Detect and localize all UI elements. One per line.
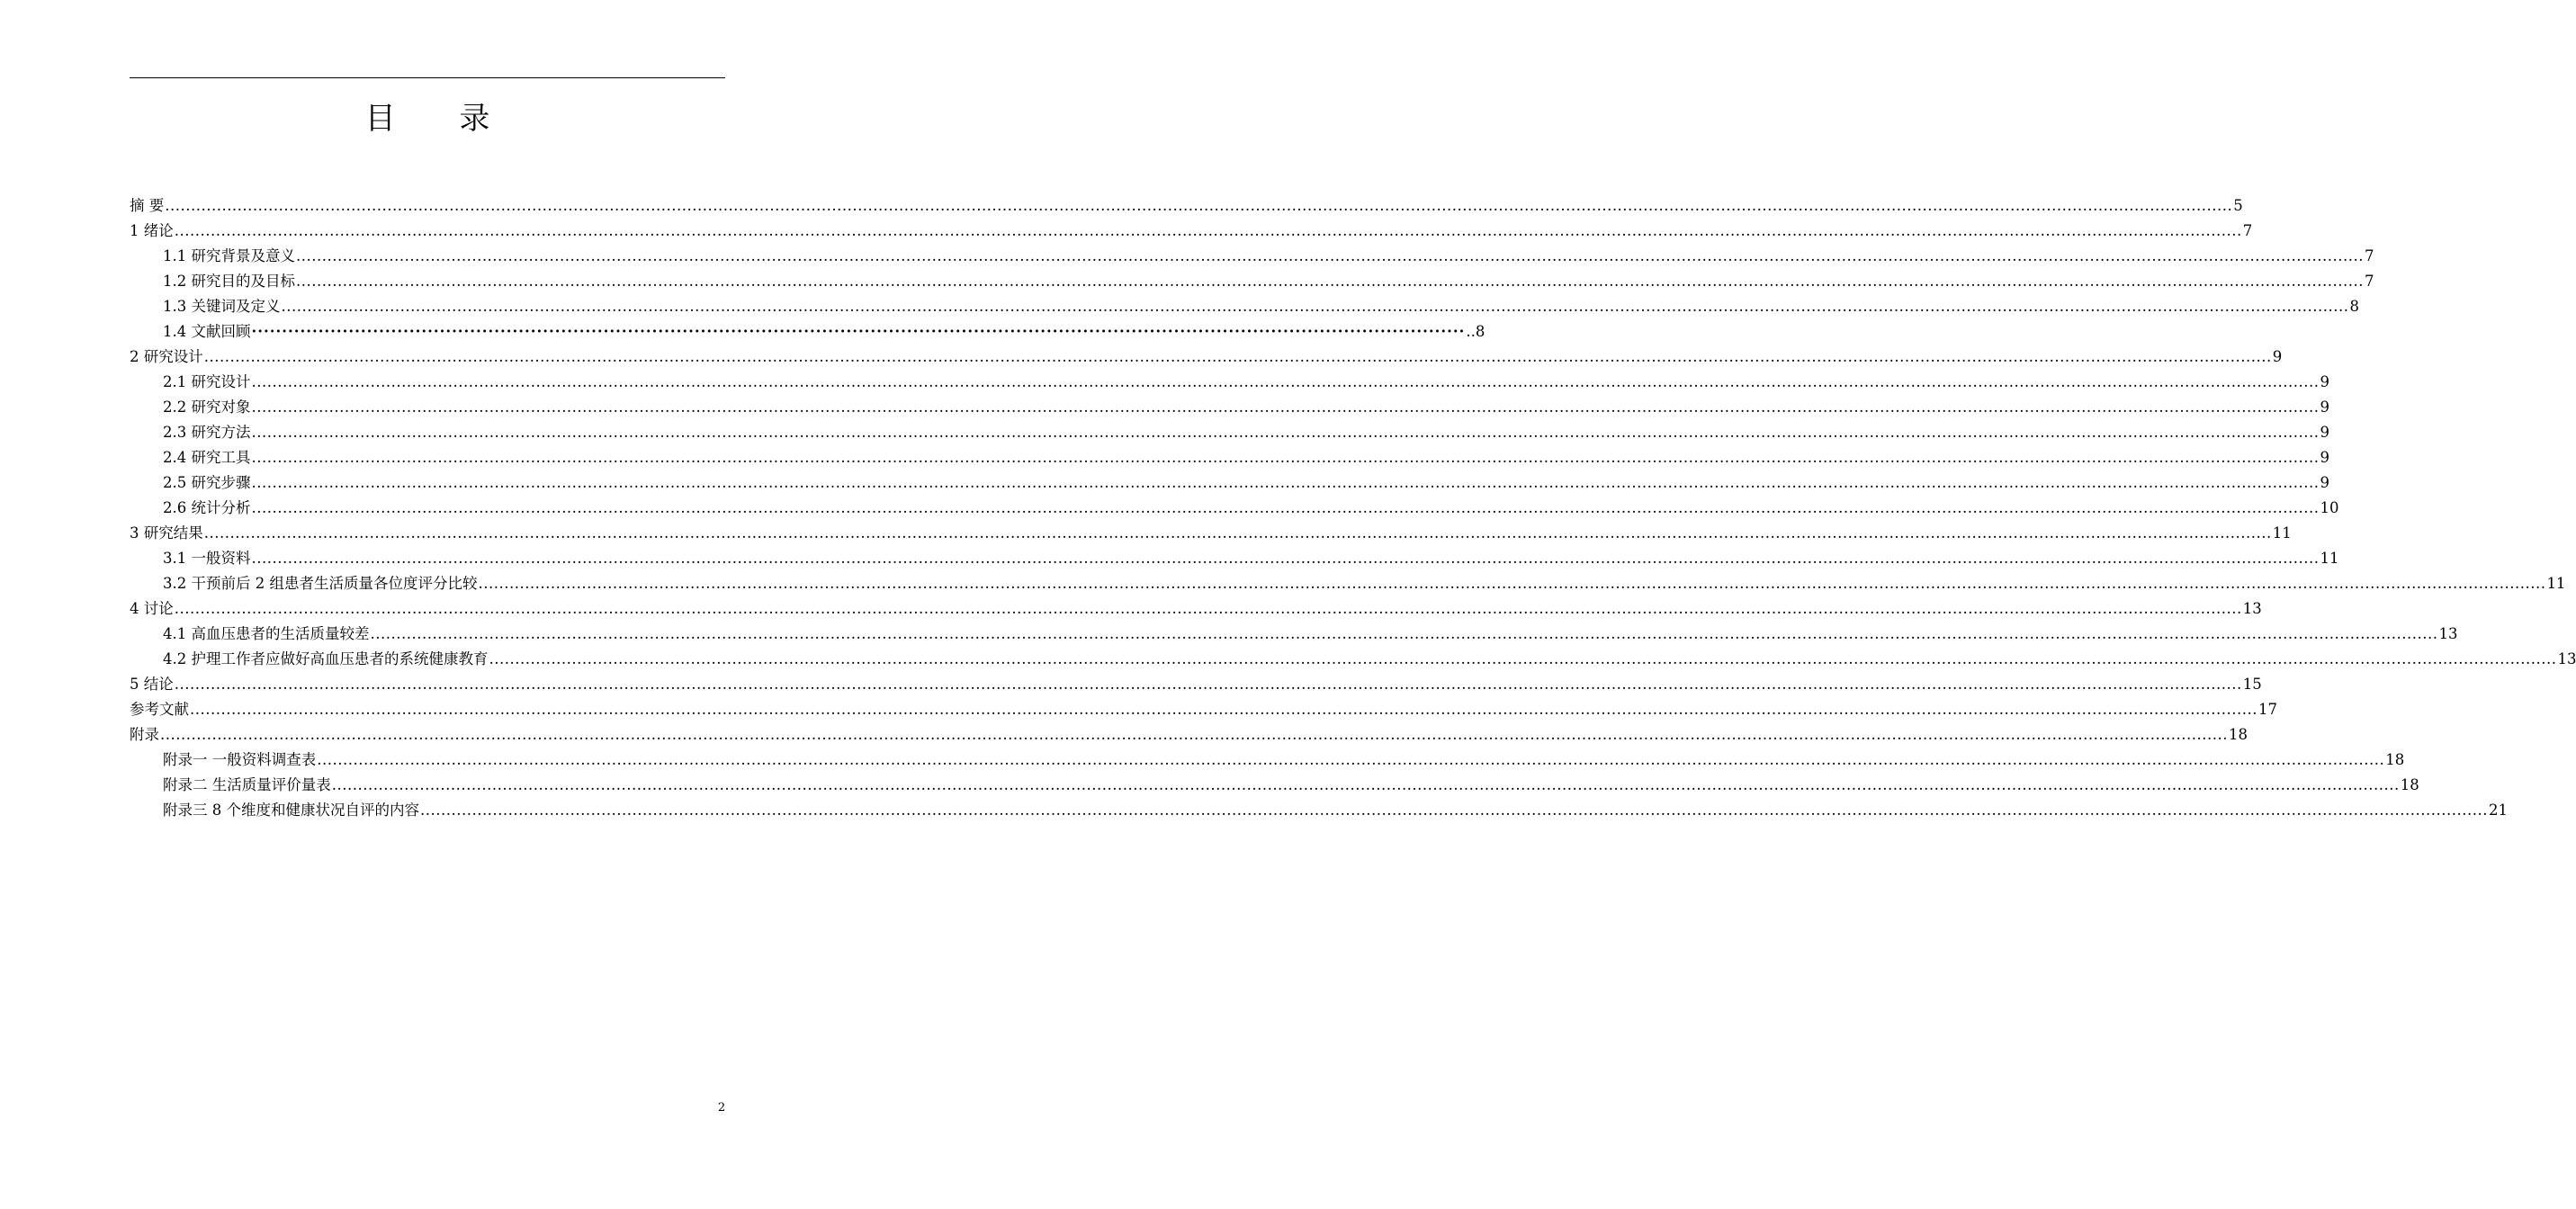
toc-entry-label: 1.1 研究背景及意义 [163, 247, 295, 264]
toc-leader-dots: ................................................................................................................................................................................................................................................................................................................................................................................................................ [296, 247, 2364, 264]
toc-entry[interactable] [130, 269, 2374, 294]
toc-entry-label: 2.5 研究步骤 [163, 474, 251, 491]
toc-entry[interactable] [130, 622, 2458, 647]
toc-entry-page: 17 [2257, 701, 2277, 718]
toc-leader-dots: ········································································································································································································ [251, 323, 1466, 340]
toc-leader-dots: ................................................................................................................................................................................................................................................................................................................................................................................................................ [489, 650, 2557, 667]
toc-entry-label: 2.2 研究对象 [163, 399, 251, 416]
toc-entry-page: 13 [2557, 650, 2576, 667]
toc-entry-page: ..8 [1466, 323, 1485, 340]
toc-entry-page: 15 [2242, 676, 2262, 693]
toc-leader-dots: ................................................................................................................................................................................................................................................................................................................................................................................................................ [174, 676, 2242, 693]
toc-entry-label: 3 研究结果 [130, 524, 203, 542]
toc-entry[interactable] [130, 420, 2329, 445]
toc-entry-label: 2.4 研究工具 [163, 449, 251, 466]
toc-entry-page: 8 [2349, 298, 2359, 315]
toc-leader-dots: ................................................................................................................................................................................................................................................................................................................................................................................................................ [190, 701, 2257, 718]
toc-entry-label: 附录二 生活质量评价量表 [163, 776, 331, 793]
toc-entry-page: 7 [2242, 222, 2253, 239]
toc-entry[interactable] [130, 244, 2374, 269]
toc-entry[interactable] [130, 748, 2405, 773]
toc-entry-page: 7 [2364, 247, 2374, 264]
toc-leader-dots: ................................................................................................................................................................................................................................................................................................................................................................................................................ [251, 449, 2320, 466]
toc-entry-page: 18 [2385, 751, 2405, 768]
toc-entry-page: 18 [2400, 776, 2419, 793]
toc-entry-label: 4 讨论 [130, 600, 174, 617]
toc-entry-page: 11 [2546, 575, 2566, 592]
toc-leader-dots: ................................................................................................................................................................................................................................................................................................................................................................................................................ [160, 726, 2228, 743]
toc-leader-dots: ................................................................................................................................................................................................................................................................................................................................................................................................................ [478, 575, 2546, 592]
toc-entry[interactable] [130, 219, 2253, 244]
toc-leader-dots: ................................................................................................................................................................................................................................................................................................................................................................................................................ [251, 424, 2320, 441]
toc-entry-label: 4.1 高血压患者的生活质量较差 [163, 625, 370, 642]
toc-entry-page: 13 [2438, 625, 2458, 642]
toc-entry[interactable] [130, 697, 2277, 722]
toc-entry[interactable] [130, 596, 2262, 622]
toc-entry[interactable] [130, 647, 2576, 672]
page-number: 2 [717, 1101, 726, 1115]
toc-leader-dots: ................................................................................................................................................................................................................................................................................................................................................................................................................ [251, 399, 2320, 416]
toc-entry-page: 11 [2272, 524, 2292, 542]
toc-entry[interactable] [130, 722, 2248, 748]
toc-entry-page: 5 [2233, 197, 2243, 214]
toc-entry[interactable] [130, 546, 2339, 571]
table-of-contents [130, 193, 2576, 823]
toc-entry[interactable] [130, 319, 1485, 345]
toc-entry[interactable] [130, 496, 2339, 521]
toc-entry[interactable] [130, 395, 2329, 420]
toc-entry-page: 18 [2228, 726, 2248, 743]
toc-leader-dots: ................................................................................................................................................................................................................................................................................................................................................................................................................ [165, 197, 2233, 214]
toc-entry[interactable] [130, 798, 2508, 823]
toc-leader-dots: ................................................................................................................................................................................................................................................................................................................................................................................................................ [251, 499, 2320, 516]
toc-title: 目 录 [364, 101, 517, 137]
toc-entry-page: 9 [2320, 449, 2329, 466]
toc-entry[interactable] [130, 672, 2262, 697]
toc-entry-label: 2.6 统计分析 [163, 499, 251, 516]
toc-leader-dots: ................................................................................................................................................................................................................................................................................................................................................................................................................ [251, 373, 2320, 390]
toc-entry-page: 9 [2320, 424, 2329, 441]
toc-entry-page: 9 [2320, 474, 2329, 491]
toc-entry-label: 4.2 护理工作者应做好高血压患者的系统健康教育 [163, 650, 489, 667]
toc-leader-dots: ................................................................................................................................................................................................................................................................................................................................................................................................................ [317, 751, 2385, 768]
toc-entry[interactable] [130, 445, 2329, 470]
toc-entry[interactable] [130, 470, 2329, 496]
toc-entry-page: 13 [2242, 600, 2262, 617]
toc-entry-label: 1.3 关键词及定义 [163, 298, 281, 315]
toc-entry-page: 9 [2320, 373, 2329, 390]
toc-leader-dots: ................................................................................................................................................................................................................................................................................................................................................................................................................ [174, 222, 2242, 239]
toc-entry-label: 附录 [130, 726, 159, 743]
toc-leader-dots: ................................................................................................................................................................................................................................................................................................................................................................................................................ [370, 625, 2438, 642]
toc-leader-dots: ................................................................................................................................................................................................................................................................................................................................................................................................................ [331, 776, 2400, 793]
toc-entry[interactable] [130, 370, 2329, 395]
toc-entry-page: 11 [2320, 550, 2339, 567]
toc-entry-label: 1.4 文献回顾 [163, 323, 251, 340]
toc-entry-label: 5 结论 [130, 676, 174, 693]
toc-entry-label: 参考文献 [130, 701, 189, 718]
toc-entry-label: 1 绪论 [130, 222, 174, 239]
toc-leader-dots: ................................................................................................................................................................................................................................................................................................................................................................................................................ [281, 298, 2349, 315]
toc-entry-label: 2 研究设计 [130, 348, 203, 365]
toc-leader-dots: ................................................................................................................................................................................................................................................................................................................................................................................................................ [174, 600, 2242, 617]
toc-entry[interactable] [130, 773, 2419, 798]
toc-entry-page: 21 [2488, 802, 2508, 819]
toc-entry-label: 1.2 研究目的及目标 [163, 273, 295, 290]
toc-entry-page: 9 [2320, 399, 2329, 416]
toc-entry-label: 2.1 研究设计 [163, 373, 251, 390]
toc-entry-label: 摘 要 [130, 197, 165, 214]
toc-leader-dots: ................................................................................................................................................................................................................................................................................................................................................................................................................ [251, 550, 2320, 567]
toc-entry-label: 2.3 研究方法 [163, 424, 251, 441]
toc-entry-page: 7 [2364, 273, 2374, 290]
toc-leader-dots: ................................................................................................................................................................................................................................................................................................................................................................................................................ [251, 474, 2320, 491]
toc-leader-dots: ................................................................................................................................................................................................................................................................................................................................................................................................................ [203, 524, 2272, 542]
toc-entry-label: 附录一 一般资料调查表 [163, 751, 317, 768]
toc-entry-label: 3.2 干预前后 2 组患者生活质量各位度评分比较 [163, 575, 478, 592]
toc-entry[interactable] [130, 571, 2566, 596]
toc-leader-dots: ................................................................................................................................................................................................................................................................................................................................................................................................................ [203, 348, 2272, 365]
toc-entry-page: 10 [2320, 499, 2339, 516]
toc-leader-dots: ................................................................................................................................................................................................................................................................................................................................................................................................................ [420, 802, 2488, 819]
header-rule [130, 77, 725, 78]
toc-entry[interactable] [130, 294, 2359, 319]
toc-entry-label: 3.1 一般资料 [163, 550, 251, 567]
toc-leader-dots: ................................................................................................................................................................................................................................................................................................................................................................................................................ [296, 273, 2364, 290]
toc-entry[interactable] [130, 345, 2283, 370]
toc-entry-label: 附录三 8 个维度和健康状况自评的内容 [163, 802, 419, 819]
toc-entry-page: 9 [2272, 348, 2283, 365]
toc-entry[interactable] [130, 521, 2292, 546]
toc-entry[interactable] [130, 193, 2243, 219]
